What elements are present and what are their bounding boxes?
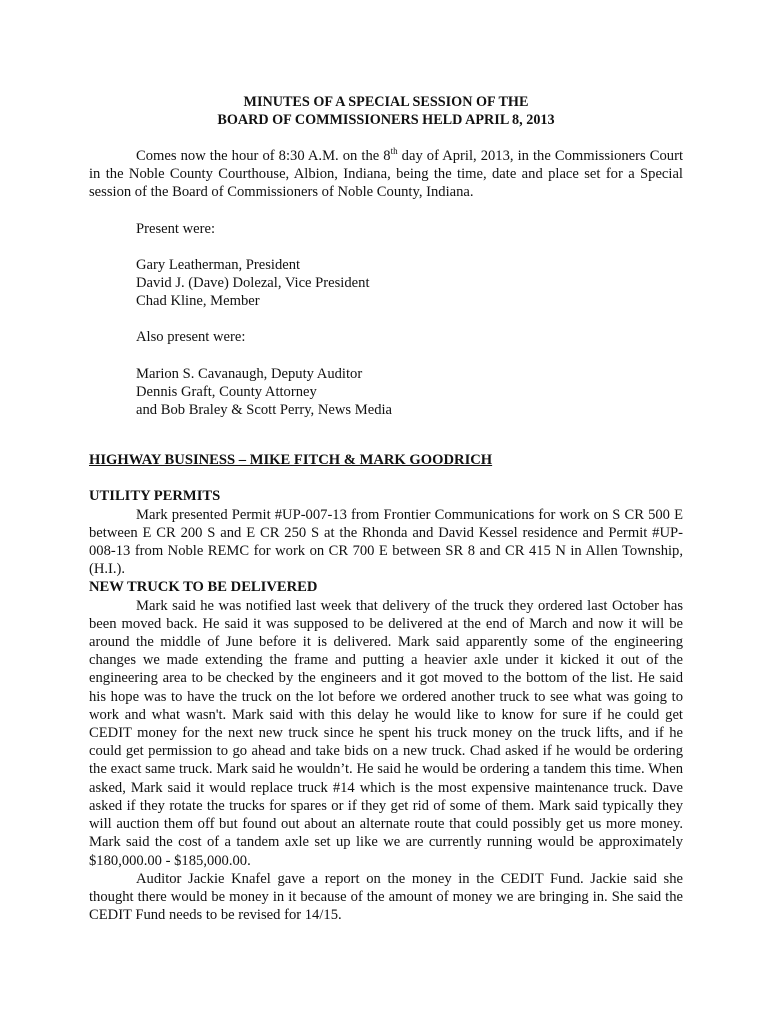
also-present-label: Also present were: [136,329,246,346]
title-line-2: BOARD OF COMMISSIONERS HELD APRIL 8, 2013 [217,112,555,128]
opening-superscript: th [390,146,398,156]
also-present-list [136,365,683,420]
also-present-member: Marion S. Cavanaugh, Deputy Auditor [136,365,363,382]
title-line-1: MINUTES OF A SPECIAL SESSION OF THE [243,94,529,110]
document-page [89,93,683,924]
new-truck-paragraph: Mark said he was notified last week that delivery of the truck they ordered last October has been moved back. He said it was supposed to be delivered at the end of March and now it will be around the middle of June before it is delivered. Mark said apparently some of the engineering changes we made extending the frame and putting a heavier axle under it kicked it out of the engineering area to be checked by the engineers and it got moved to the bottom of the list. He said his hope was to have the truck on the lot before we ordered another truck to see what was going to work and what wasn't. Mark said with this delay he would like to know for sure if he could get CEDIT money for the next new truck since he spent his truck money on the truck lifts, and if he could get permission to go ahead and take bids on a new truck. Chad asked if he would be ordering the exact same truck. Mark said he wouldn’t. He said he would be ordering a tandem this time. When asked, Mark said it would replace truck #14 which is the most expensive maintenance truck. Dave asked if they rotate the trucks for spares or if they get rid of some of them. Mark said typically they will auction them off but found out about an alternate route that could possibly get us more money. Mark said the cost of a tandem axle set up like we are currently running would be approximately $180,000.00 - $185,000.00. [89,597,683,869]
present-member: Chad Kline, Member [136,293,260,310]
present-member: Gary Leatherman, President [136,256,301,273]
also-present-member: Dennis Graft, County Attorney [136,383,317,400]
opening-text-2: day of April, 2013, in the Commissioners Court in the Noble County Courthouse, Albion, Indiana, being the time, date and place set for a Special session of the Board of Commissioners of Noble County, Indiana. [89,148,684,201]
utility-permits-heading: UTILITY PERMITS [89,488,221,505]
cedit-fund-paragraph: Auditor Jackie Knafel gave a report on the money in the CEDIT Fund. Jackie said she thought there would be money in it because of the amount of money we are bringing in. She said the CEDIT Fund needs to be revised for 14/15. [89,870,683,924]
present-list [136,256,683,311]
present-member: David J. (Dave) Dolezal, Vice President [136,275,370,292]
utility-permits-paragraph: Mark presented Permit #UP-007-13 from Frontier Communications for work on S CR 500 E between E CR 200 S and E CR 250 S at the Rhonda and David Kessel residence and Permit #UP-008-13 from Noble REMC for work on CR 700 E between SR 8 and CR 415 N in Allen Township, (H.I.). [89,506,683,578]
opening-text-1: Comes now the hour of 8:30 A.M. on the 8 [136,148,391,164]
document-title [89,93,683,129]
new-truck-heading: NEW TRUCK TO BE DELIVERED [89,579,318,596]
also-present-member: and Bob Braley & Scott Perry, News Media [136,402,393,419]
present-label: Present were: [136,220,216,237]
opening-paragraph [89,147,683,202]
highway-business-heading: HIGHWAY BUSINESS – MIKE FITCH & MARK GOODRICH [89,452,493,469]
